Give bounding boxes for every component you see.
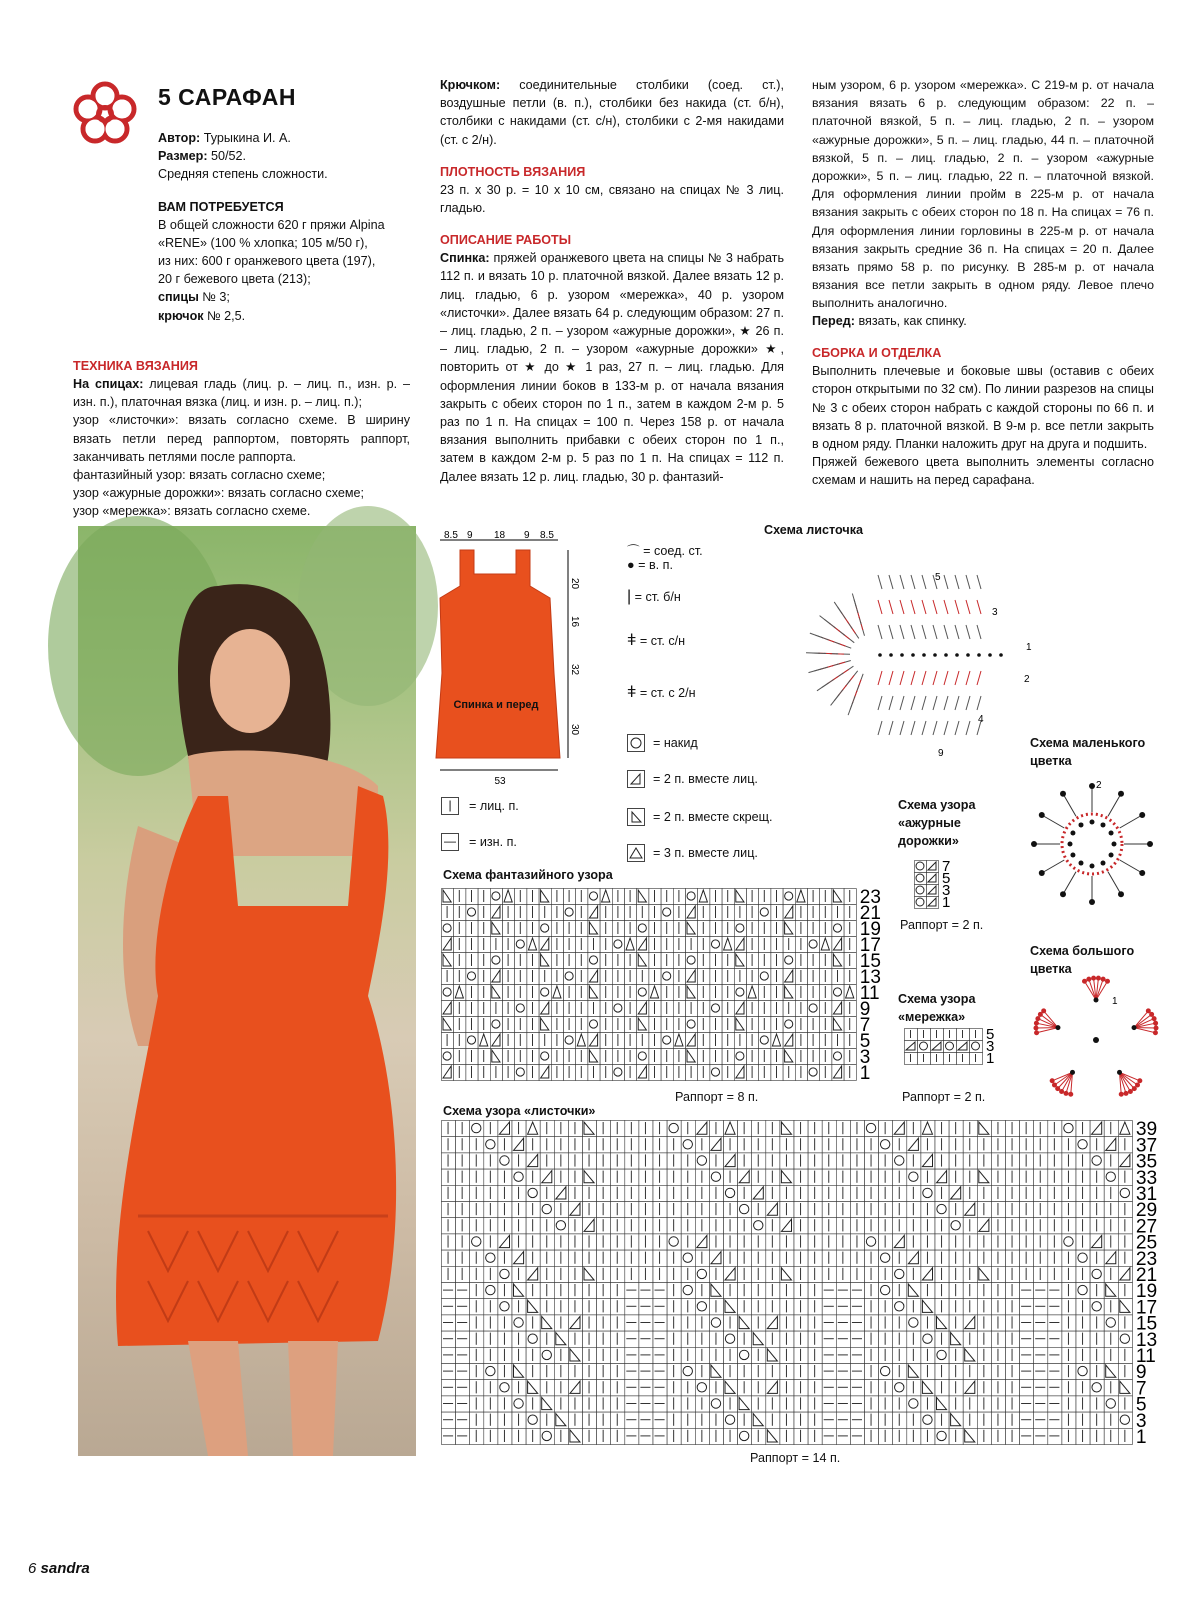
svg-text:11: 11 [859, 983, 880, 1004]
svg-text:1: 1 [1112, 996, 1118, 1007]
technique-line: узор «ажурные дорожки»: вязать согласно схеме; [73, 486, 365, 501]
back-text-continued: ным узором, 6 р. узором «мережка». С 219-м р. от начала вязания вязать 6 р. следующим образом: 22 п. – платочной вязкой, 5 п. – лиц. гладью, 2 п. – узором «ажурные дорожки», 5 п. – лиц. гладью, 44 п. – платочной вязкой, 5 п. – лиц. гладью, 2 п. – узором «ажурные дорожки», 5 п. – лиц. гладью, 22 п. – платочной вязкой. Для оформления линии пройм в 225-м р. от начала вязания закрыть с обеих сторон по 18 п. На спицах = 76 п. Для оформления линии горловины в 225-м р. от начала вязания закрыть средние 36 п. На спицах = 20 п. Далее вязать прямо 58 р. по рисунку. В 285-м р. от начала вязания все петли закрыть в одном ряду. Левое плечо выполнить аналогично. [812, 78, 1154, 311]
dim-top-5: 8.5 [540, 530, 554, 541]
dim-top-3: 18 [494, 530, 506, 541]
svg-text:11: 11 [1135, 1346, 1156, 1367]
technique-heading: ТЕХНИКА ВЯЗАНИЯ [73, 359, 198, 373]
dim-side-1: 20 [569, 578, 580, 590]
svg-text:9: 9 [859, 999, 871, 1020]
svg-text:1: 1 [1135, 1427, 1147, 1448]
dim-side-2: 16 [569, 616, 580, 628]
svg-text:3: 3 [942, 882, 951, 899]
svg-text:3: 3 [986, 1038, 995, 1055]
svg-text:31: 31 [1135, 1184, 1158, 1205]
dim-top-1: 8.5 [444, 530, 458, 541]
materials-line: В общей сложности 620 г пряжи Alpina [158, 217, 385, 232]
materials-line: «RENE» (100 % хлопка; 105 м/50 г), [158, 235, 368, 250]
svg-text:5: 5 [935, 572, 941, 583]
assembly-heading: СБОРКА И ОТДЕЛКА [812, 346, 942, 361]
legend-crochet-item: ● = в. п. [627, 558, 673, 572]
legend-knit-item: = 2 п. вместе скрещ. [627, 807, 773, 827]
page-footer [28, 1560, 90, 1577]
svg-text:15: 15 [1135, 1313, 1158, 1335]
hook-technique-label: Крючком: [440, 78, 501, 92]
magazine-name: sandra [40, 1560, 90, 1577]
slip-stitch-icon: ⌒ [627, 544, 640, 558]
svg-text:4: 4 [978, 714, 984, 725]
svg-text:15: 15 [859, 951, 881, 972]
leaf-chart-title: Схема листочка [764, 523, 864, 537]
model-photo [78, 526, 416, 1456]
technique-line: фантазийный узор: вязать согласно схеме; [73, 468, 326, 483]
svg-text:37: 37 [1135, 1135, 1158, 1157]
svg-text:39: 39 [1135, 1119, 1158, 1141]
author-label: Автор: [158, 131, 201, 145]
svg-text:3: 3 [992, 607, 998, 618]
svg-text:35: 35 [1135, 1151, 1158, 1173]
legend-knit-item: = накид [627, 733, 773, 753]
svg-text:2: 2 [1096, 780, 1102, 791]
legend-knit-item: | = лиц. п. [441, 796, 519, 816]
svg-text:1: 1 [986, 1050, 995, 1067]
ajur-repeat: Раппорт = 2 п. [900, 918, 984, 932]
svg-text:5: 5 [1135, 1394, 1147, 1416]
size: 50/52. [211, 149, 247, 164]
materials-line: 20 г бежевого цвета (213); [158, 272, 311, 287]
dim-top-4: 9 [524, 530, 530, 541]
author: Турыкина И. А. [203, 131, 291, 145]
svg-text:23: 23 [859, 887, 881, 908]
svg-text:5: 5 [942, 870, 951, 887]
legend-crochet-item: ǂ = ст. с/н [627, 632, 686, 649]
svg-text:5: 5 [859, 1031, 871, 1052]
leaves-chart [441, 1120, 1161, 1446]
materials-heading: ВАМ ПОТРЕБУЕТСЯ [158, 199, 284, 214]
assembly-text: Выполнить плечевые и боковые швы (оставив с обеих сторон открытыми по 32 см). По линии разрезов на спицы № 3 с обеих сторон набрать с каждой стороны по 66 п. и вязать 8 р. платочной вязкой. В 9-м р. все петли закрыть в одном ряду. Планки наложить друг на друга и подшить. [812, 364, 1154, 452]
flower-logo-icon [72, 80, 138, 146]
difficulty: Средняя степень сложности. [158, 167, 328, 182]
k3tog-icon [627, 844, 645, 862]
yarn-over-icon [627, 734, 645, 752]
legend-crochet-item: | = ст. б/н [627, 588, 681, 605]
svg-text:1: 1 [859, 1063, 871, 1084]
legend-knit-item: = 3 п. вместе лиц. [627, 843, 773, 863]
hook-label: крючок [158, 308, 204, 323]
page-number: 6 [28, 1560, 37, 1577]
svg-text:9: 9 [938, 748, 944, 759]
technique-needles-label: На спицах: [73, 377, 144, 391]
merezh-chart [904, 1028, 1000, 1072]
fantasy-chart-title: Схема фантазийного узора [443, 868, 613, 882]
front-text: вязать, как спинку. [858, 314, 967, 328]
svg-text:7: 7 [1135, 1378, 1147, 1400]
svg-text:5: 5 [986, 1026, 995, 1043]
tr-icon: ǂ [627, 684, 637, 701]
dim-side-3: 32 [569, 664, 580, 676]
svg-text:29: 29 [1135, 1200, 1158, 1222]
needles: № 3; [202, 290, 230, 305]
svg-text:27: 27 [1135, 1216, 1158, 1238]
dc-icon: ǂ [627, 632, 637, 649]
svg-text:3: 3 [859, 1047, 871, 1068]
needles-label: спицы [158, 290, 199, 305]
garment-schematic [436, 528, 596, 796]
technique-line: узор «мережка»: вязать согласно схеме. [73, 504, 311, 519]
fantasy-chart [441, 887, 881, 1084]
svg-text:3: 3 [1135, 1410, 1147, 1432]
sc-icon: | [627, 588, 632, 605]
svg-text:25: 25 [1135, 1232, 1158, 1254]
svg-text:1: 1 [942, 894, 951, 911]
svg-text:33: 33 [1135, 1167, 1158, 1189]
leaves-repeat: Раппорт = 14 п. [750, 1451, 841, 1465]
big-flower-title: Схема большого цветка [1030, 944, 1135, 976]
gauge-heading: ПЛОТНОСТЬ ВЯЗАНИЯ [440, 164, 586, 179]
back-label: Спинка: [440, 251, 490, 266]
svg-text:9: 9 [1135, 1362, 1147, 1384]
hook-technique-text: соединительные столбики (соед. ст.), воздушные петли (в. п.), столбики без накида (ст. б/н), столбики с накидами (ст. с/н), столбики с 2-мя накидами (ст. с 2/н). [440, 78, 784, 147]
svg-text:19: 19 [1135, 1281, 1158, 1303]
size-label: Размер: [158, 149, 208, 164]
materials-line: из них: 600 г оранжевого цвета (197), [158, 254, 376, 269]
fantasy-repeat: Раппорт = 8 п. [675, 1090, 759, 1104]
small-flower-title: Схема маленького цветка [1030, 736, 1146, 768]
front-label: Перед: [812, 314, 855, 328]
legend-crochet-item: ⌒ = соед. ст. [627, 544, 703, 558]
description-heading: ОПИСАНИЕ РАБОТЫ [440, 233, 572, 248]
svg-text:17: 17 [859, 935, 881, 956]
ajur-chart [914, 860, 964, 916]
merezh-repeat: Раппорт = 2 п. [902, 1090, 986, 1104]
merezh-chart-title: Схема узора «мережка» [898, 992, 976, 1024]
svg-text:13: 13 [1135, 1329, 1158, 1351]
legend-knit-item: = 2 п. вместе лиц. [627, 769, 773, 789]
svg-text:21: 21 [859, 903, 881, 924]
svg-text:23: 23 [1135, 1248, 1158, 1270]
small-flower-chart [1022, 774, 1162, 914]
svg-text:19: 19 [859, 919, 881, 940]
assembly-text-2: Пряжей бежевого цвета выполнить элементы согласно схемам и нашить на перед сарафана. [812, 455, 1154, 488]
svg-text:21: 21 [1135, 1265, 1158, 1286]
leaf-chart [760, 560, 1040, 760]
knit-stitch-icon: | [441, 797, 459, 815]
dim-top-2: 9 [467, 530, 473, 541]
back-text: пряжей оранжевого цвета на спицы № 3 набрать 112 п. и вязать 10 р. платочной вязкой. Далее вязать 12 р. лиц. гладью, 6 р. узором «мережка», 40 р. узором «листочки». Далее вязать 64 р. следующим образом: 27 п. – лиц. гладью, 2 п. – узором «ажурные дорожки», ★ 26 п. – лиц. гладью, 2 п. – узором «ажурные дорожки» ★, повторить от ★ до ★ 1 раз, 27 п. – лиц. гладью. Для оформления линии боков в 133-м р. от начала вязания закрыть с обеих сторон по 1 п., затем в каждом 2-м р. 5 раз по 1 п. На спицах = 100 п. Через 158 р. от начала вязания выполнить прибавки с обеих сторон по 1 п., затем в каждом 2-м р. 5 раз по 1 п. На спицах = 112 п. Далее вязать 12 р. лиц. гладью, 30 р. фантазий- [440, 251, 785, 484]
svg-text:17: 17 [1135, 1297, 1158, 1319]
gauge-text: 23 п. х 30 р. = 10 х 10 см, связано на спицах № 3 лиц. гладью. [440, 182, 784, 216]
technique-line: лицевая гладь (лиц. р. – лиц. п., изн. р. – изн. п.), платочная вязка (лиц. и изн. р. – лиц. п.); [73, 377, 410, 410]
k2tog-icon [627, 770, 645, 788]
svg-text:7: 7 [942, 858, 951, 875]
leaves-chart-title: Схема узора «листочки» [443, 1104, 596, 1118]
dress-illustration [78, 526, 416, 1456]
chain-icon: ● [627, 558, 635, 572]
technique-line: узор «листочки»: вязать согласно схеме. В ширину вязать петли перед раппортом, повторять раппорт, заканчивать петлями после раппорта. [73, 413, 410, 464]
legend-crochet-item: ǂ = ст. с 2/н [627, 684, 696, 701]
svg-text:2: 2 [1024, 674, 1030, 685]
dim-side-4: 30 [569, 724, 580, 736]
hook: № 2,5. [207, 308, 246, 323]
svg-text:1: 1 [1026, 642, 1032, 653]
svg-text:7: 7 [859, 1015, 871, 1036]
ajur-chart-title: Схема узора «ажурные дорожки» [898, 798, 976, 848]
big-flower-chart [1026, 980, 1166, 1110]
svg-text:13: 13 [859, 967, 881, 988]
pattern-label: Спинка и перед [453, 699, 539, 711]
legend-knit-item: — = изн. п. [441, 832, 519, 852]
dim-bottom: 53 [494, 776, 506, 787]
purl-stitch-icon: — [441, 833, 459, 851]
k2tog-tbl-icon [627, 808, 645, 826]
page-title: 5 САРАФАН [158, 84, 296, 110]
